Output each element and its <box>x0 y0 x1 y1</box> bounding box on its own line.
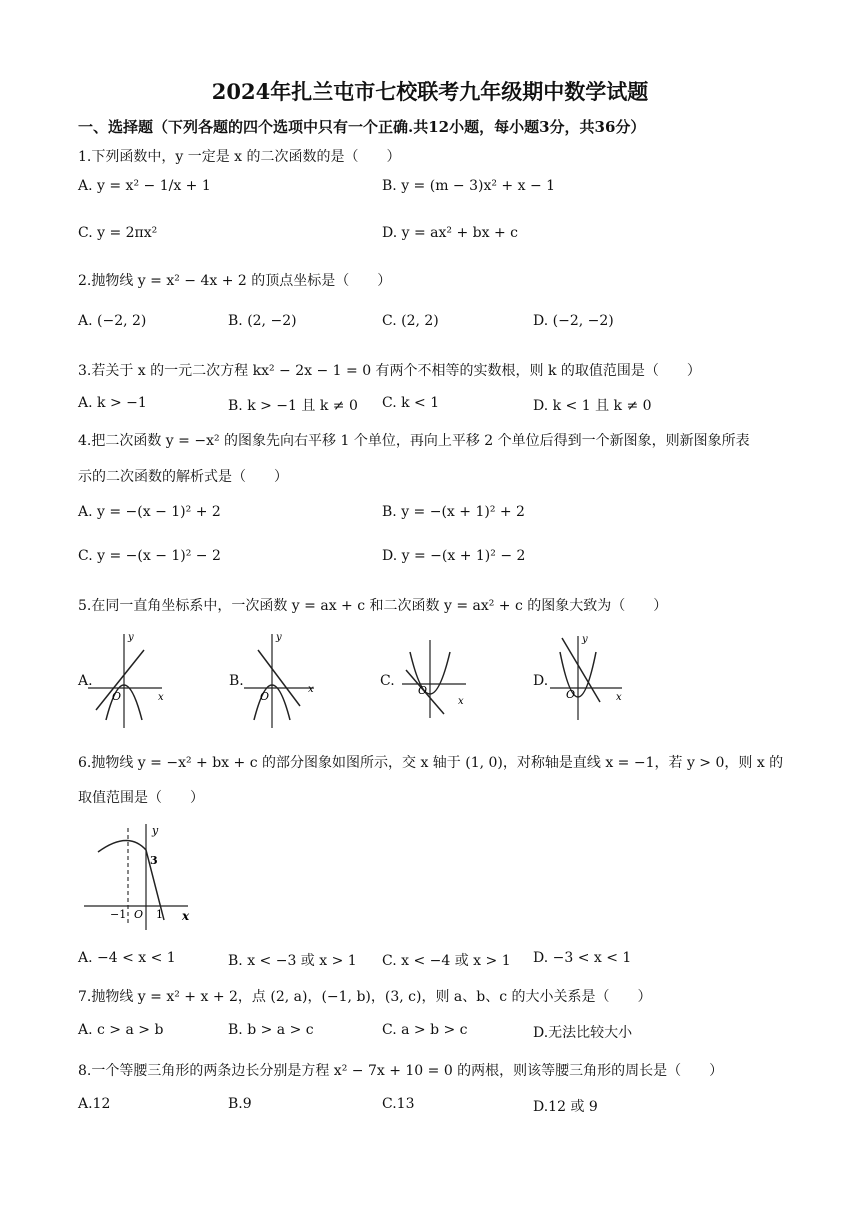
q8-option-c: C.13 <box>382 1096 415 1112</box>
q6-x-label: x <box>182 909 190 923</box>
q5-a-origin: O <box>112 690 122 703</box>
page-title: 2024年扎兰屯市七校联考九年级期中数学试题 <box>211 79 649 104</box>
q5-c-x-label: x <box>458 696 464 707</box>
q5-label-b: B. <box>229 673 244 689</box>
q5-label-a: A. <box>78 673 93 689</box>
q5-figure-a <box>88 630 172 730</box>
q5-figure-b <box>240 630 324 730</box>
q6-option-b: B. x < −3 或 x > 1 <box>228 953 357 969</box>
q5-label-d: D. <box>533 673 549 689</box>
q5-label-c: C. <box>380 673 395 689</box>
q8-option-d: D.12 或 9 <box>533 1099 598 1115</box>
q4-option-d: D. y = −(x + 1)² − 2 <box>382 548 526 564</box>
q6-origin: O <box>134 908 144 921</box>
q6-option-d: D. −3 < x < 1 <box>533 950 632 966</box>
q6-y-label: y <box>152 824 159 837</box>
q3-stem: 3.若关于 x 的一元二次方程 kx² − 2x − 1 = 0 有两个不相等的实数根，则 k 的取值范围是（ ） <box>78 363 701 379</box>
q5-a-x-label: x <box>158 692 164 703</box>
q3-option-d: D. k < 1 且 k ≠ 0 <box>533 398 652 414</box>
q1-option-b: B. y = (m − 3)x² + x − 1 <box>382 178 556 194</box>
q6-label-3: 3 <box>150 854 158 867</box>
q6-stem-line2: 取值范围是（ ） <box>78 790 204 806</box>
q5-b-x-label: x <box>308 684 314 695</box>
q2-option-c: C. (2, 2) <box>382 313 439 329</box>
q6-label-neg1: −1 <box>110 908 127 921</box>
q6-stem-line1: 6.抛物线 y = −x² + bx + c 的部分图象如图所示，交 x 轴于 (1, 0)，对称轴是直线 x = −1，若 y > 0，则 x 的 <box>78 755 784 771</box>
q7-option-a: A. c > a > b <box>78 1022 164 1038</box>
q1-option-c: C. y = 2πx² <box>78 225 158 241</box>
q1-option-a: A. y = x² − 1/x + 1 <box>78 178 211 194</box>
q3-option-a: A. k > −1 <box>78 395 147 411</box>
q4-option-b: B. y = −(x + 1)² + 2 <box>382 504 525 520</box>
q3-option-b: B. k > −1 且 k ≠ 0 <box>228 398 358 414</box>
q5-b-origin: O <box>260 690 270 703</box>
q4-stem-line2: 示的二次函数的解析式是（ ） <box>78 469 288 485</box>
q6-figure <box>84 820 196 932</box>
q5-c-origin: O <box>418 684 428 697</box>
q5-d-y-label: y <box>582 634 588 645</box>
q8-option-a: A.12 <box>78 1096 111 1112</box>
q8-stem: 8.一个等腰三角形的两条边长分别是方程 x² − 7x + 10 = 0 的两根，则该等腰三角形的周长是（ ） <box>78 1063 724 1079</box>
q5-d-origin: O <box>566 688 576 701</box>
q7-stem: 7.抛物线 y = x² + x + 2，点 (2, a)，(−1, b)，(3, c)，则 a、b、c 的大小关系是（ ） <box>78 989 652 1005</box>
q6-label-1: 1 <box>156 908 163 921</box>
q1-option-d: D. y = ax² + bx + c <box>382 225 518 241</box>
q2-stem: 2.抛物线 y = x² − 4x + 2 的顶点坐标是（ ） <box>78 273 392 289</box>
q4-option-a: A. y = −(x − 1)² + 2 <box>78 504 221 520</box>
q5-figure-c <box>396 636 476 720</box>
q2-option-b: B. (2, −2) <box>228 313 297 329</box>
q2-option-a: A. (−2, 2) <box>78 313 147 329</box>
q4-stem-line1: 4.把二次函数 y = −x² 的图象先向右平移 1 个单位，再向上平移 2 个单位后得到一个新图象，则新图象所表 <box>78 433 750 449</box>
section-heading: 一、选择题（下列各题的四个选项中只有一个正确.共12小题，每小题3分，共36分） <box>78 118 646 136</box>
q7-option-b: B. b > a > c <box>228 1022 314 1038</box>
q4-option-c: C. y = −(x − 1)² − 2 <box>78 548 221 564</box>
q5-figure-d <box>548 632 628 722</box>
q6-option-a: A. −4 < x < 1 <box>78 950 176 966</box>
q2-option-d: D. (−2, −2) <box>533 313 614 329</box>
q5-d-x-label: x <box>616 692 622 703</box>
q5-a-y-label: y <box>128 632 134 643</box>
q5-b-y-label: y <box>276 632 282 643</box>
q6-option-c: C. x < −4 或 x > 1 <box>382 953 511 969</box>
q8-option-b: B.9 <box>228 1096 252 1112</box>
q7-option-d: D.无法比较大小 <box>533 1025 633 1041</box>
q7-option-c: C. a > b > c <box>382 1022 468 1038</box>
q5-stem: 5.在同一直角坐标系中，一次函数 y = ax + c 和二次函数 y = ax² + c 的图象大致为（ ） <box>78 598 668 614</box>
q1-stem: 1.下列函数中，y 一定是 x 的二次函数的是（ ） <box>78 149 401 165</box>
q3-option-c: C. k < 1 <box>382 395 440 411</box>
